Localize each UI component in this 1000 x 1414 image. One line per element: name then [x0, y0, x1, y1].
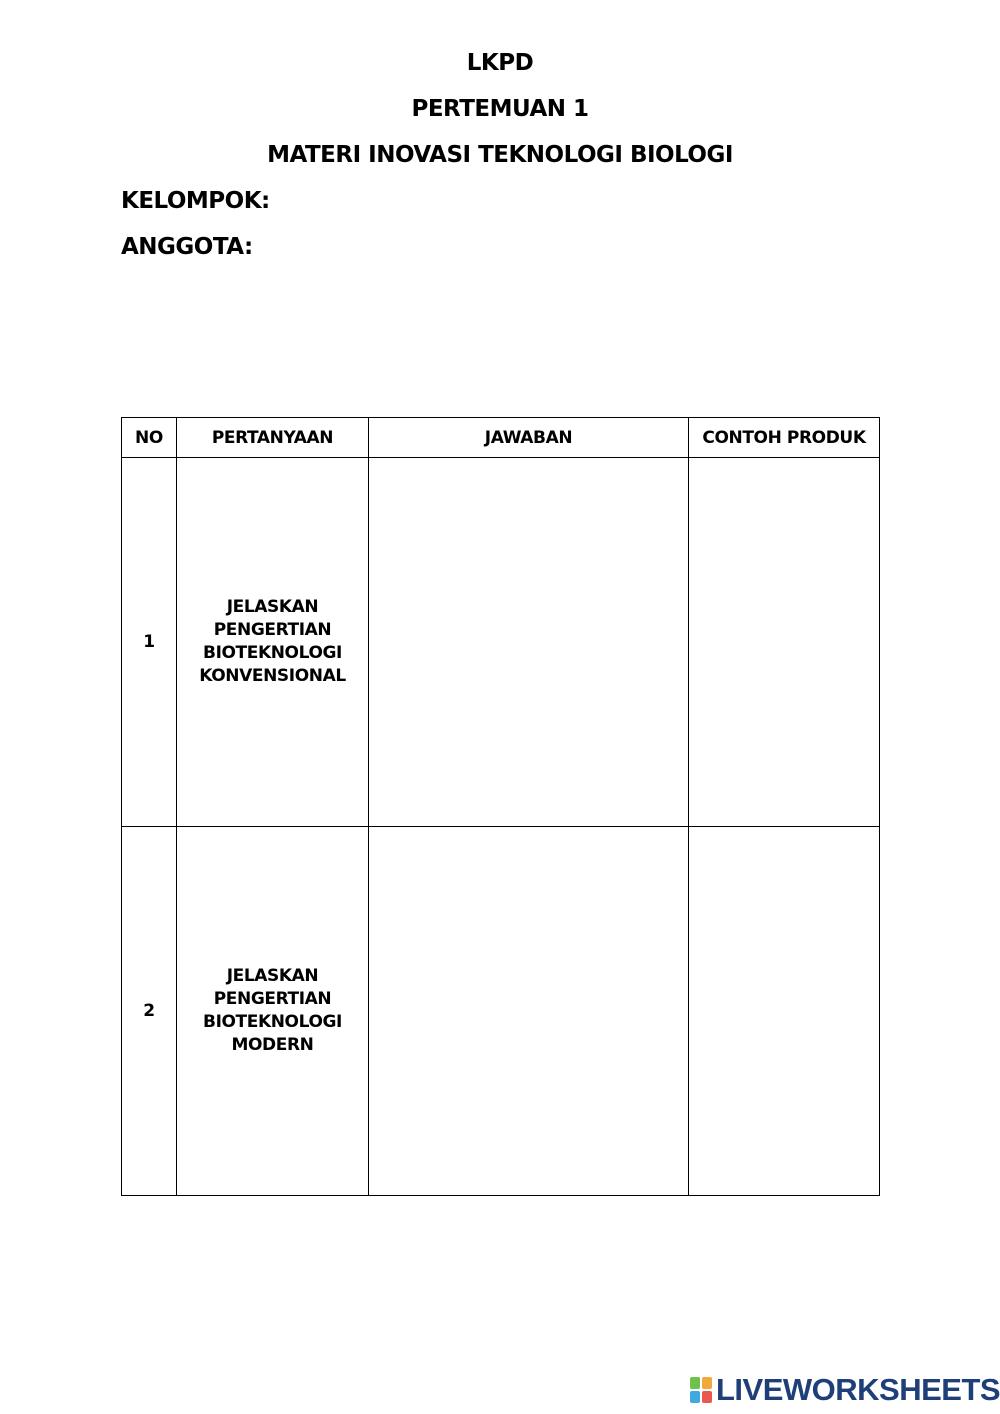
- subject-title: MATERI INOVASI TEKNOLOGI BIOLOGI: [267, 142, 733, 168]
- question-text: JELASKAN PENGERTIAN BIOTEKNOLOGI KONVENSIONAL: [199, 597, 346, 686]
- example-product-cell[interactable]: [689, 458, 880, 827]
- members-label: ANGGOTA:: [121, 234, 253, 260]
- table-row: [122, 458, 880, 827]
- row-number: 2: [122, 827, 177, 1196]
- answer-cell[interactable]: [369, 458, 689, 827]
- watermark-text: LIVEWORKSHEETS: [716, 1372, 1000, 1407]
- worksheet-title: LKPD: [466, 50, 534, 76]
- question-cell: [177, 458, 369, 827]
- header-no: NO: [122, 418, 177, 458]
- table-row: [122, 827, 880, 1196]
- group-label: KELOMPOK:: [121, 188, 270, 214]
- liveworksheets-logo-icon: [690, 1377, 712, 1403]
- answer-cell[interactable]: [369, 827, 689, 1196]
- example-product-cell[interactable]: [689, 827, 880, 1196]
- meeting-title: PERTEMUAN 1: [411, 96, 589, 122]
- header-question: PERTANYAAN: [177, 418, 369, 458]
- table-header-row: [122, 418, 880, 458]
- question-text: JELASKAN PENGERTIAN BIOTEKNOLOGI MODERN: [203, 966, 342, 1055]
- worksheet-table: [121, 417, 880, 1196]
- liveworksheets-watermark: [690, 1373, 1000, 1407]
- header-answer: JAWABAN: [369, 418, 689, 458]
- header-example-product: CONTOH PRODUK: [689, 418, 880, 458]
- question-cell: [177, 827, 369, 1196]
- row-number: 1: [122, 458, 177, 827]
